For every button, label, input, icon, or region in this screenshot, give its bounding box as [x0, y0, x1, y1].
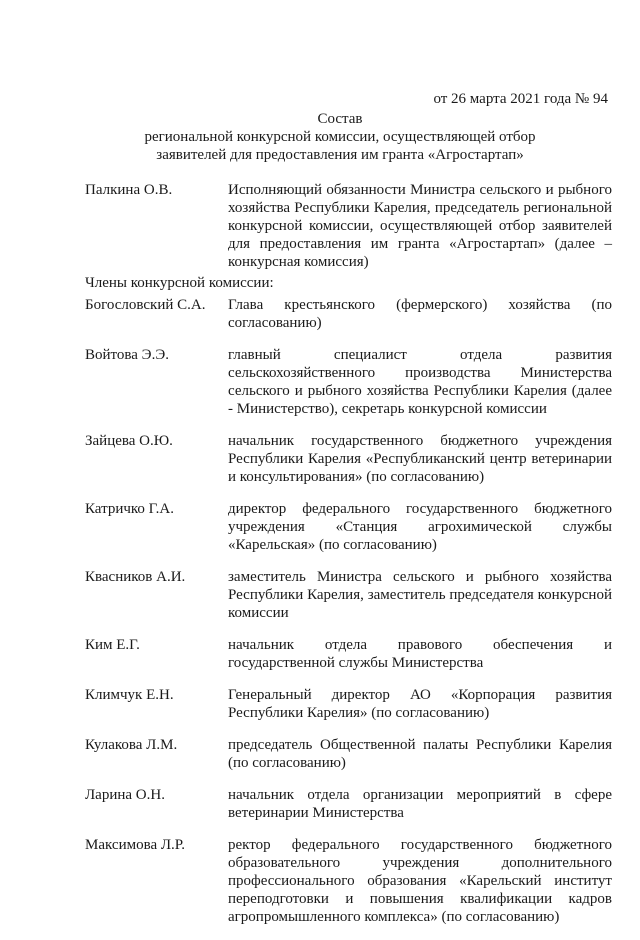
list-item — [85, 736, 612, 772]
list-item — [85, 296, 612, 332]
document-title — [60, 110, 620, 164]
person-name: Палкина О.В. — [85, 182, 173, 198]
members-list — [85, 296, 612, 940]
person-role: директор федерального государственного бюджетного учреждения «Станция агрохимической службы «Карельская» (по согласованию) — [228, 501, 612, 553]
person-name: Квасников А.И. — [85, 569, 186, 585]
person-role: председатель Общественной палаты Республики Карелия (по согласованию) — [228, 737, 612, 771]
chair-entry — [85, 181, 612, 271]
person-role: Исполняющий обязанности Министра сельского и рыбного хозяйства Республики Карелия, председатель региональной конкурсной комиссии, осуществляющей отбор заявителей для предоставления им гранта «Агростартап» (далее – конкурсная комиссия) — [228, 182, 612, 270]
person-role: ректор федерального государственного бюджетного образовательного учреждения дополнительного профессионального образования «Карельский институт переподготовки и повышения квалификации кадров агропромышленного комплекса» (по согласованию) — [228, 837, 612, 925]
person-name: Зайцева О.Ю. — [85, 433, 173, 449]
person-name: Богословский С.А. — [85, 297, 206, 313]
person-role: Глава крестьянского (фермерского) хозяйства (по согласованию) — [228, 297, 612, 331]
list-item — [85, 836, 612, 926]
members-heading: Члены конкурсной комиссии: — [85, 275, 274, 291]
person-name: Катричко Г.А. — [85, 501, 174, 517]
list-item — [85, 568, 612, 622]
person-name: Ким Е.Г. — [85, 637, 140, 653]
person-name: Климчук Е.Н. — [85, 687, 174, 703]
person-name: Ларина О.Н. — [85, 787, 165, 803]
title-line-2: региональной конкурсной комиссии, осуществляющей отбор — [144, 129, 536, 145]
person-role: начальник государственного бюджетного учреждения Республики Карелия «Республиканский центр ветеринарии и консультирования» (по согласованию) — [228, 433, 612, 485]
list-item — [85, 786, 612, 822]
person-name: Кулакова Л.М. — [85, 737, 178, 753]
person-role: заместитель Министра сельского и рыбного хозяйства Республики Карелия, заместитель председателя конкурсной комиссии — [228, 569, 612, 621]
person-role: начальник отдела организации мероприятий в сфере ветеринарии Министерства — [228, 787, 612, 821]
decree-date-number: от 26 марта 2021 года № 94 — [433, 91, 608, 107]
list-item — [85, 686, 612, 722]
title-line-1: Состав — [317, 111, 363, 127]
person-role: главный специалист отдела развития сельскохозяйственного производства Министерства сельского и рыбного хозяйства Республики Карелия (далее - Министерство), секретарь конкурсной комиссии — [228, 347, 612, 417]
person-name: Войтова Э.Э. — [85, 347, 169, 363]
person-role: начальник отдела правового обеспечения и государственной службы Министерства — [228, 637, 612, 671]
list-item — [85, 181, 612, 271]
title-line-3: заявителей для предоставления им гранта «Агростартап» — [156, 147, 524, 163]
list-item — [85, 636, 612, 672]
person-role: Генеральный директор АО «Корпорация развития Республики Карелия» (по согласованию) — [228, 687, 612, 721]
list-item — [85, 500, 612, 554]
list-item — [85, 346, 612, 418]
list-item — [85, 432, 612, 486]
person-name: Максимова Л.Р. — [85, 837, 186, 853]
